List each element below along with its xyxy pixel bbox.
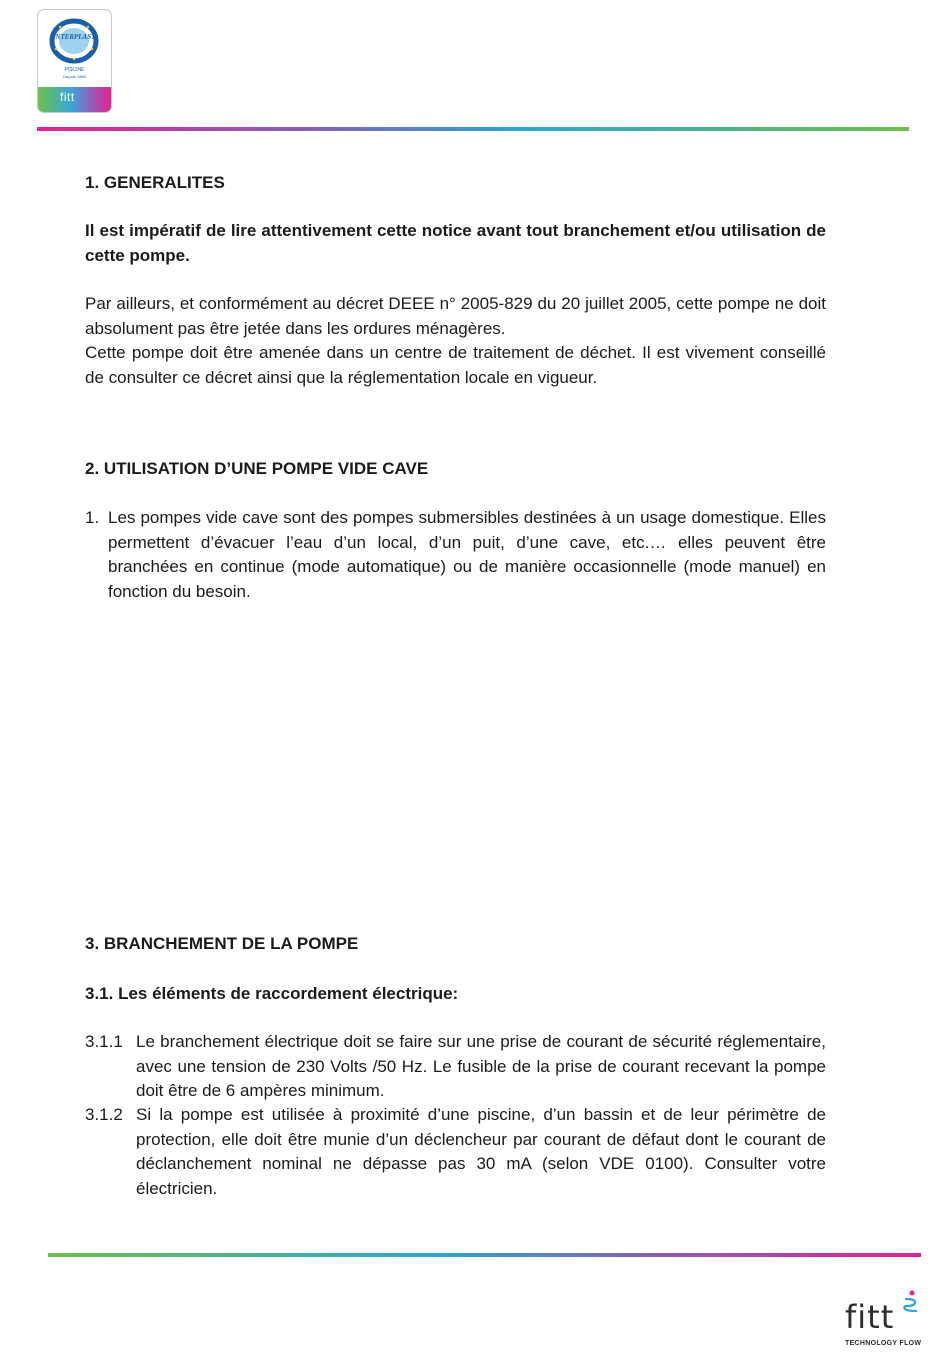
section-3-title: 3. BRANCHEMENT DE LA POMPE bbox=[85, 934, 359, 953]
logo-since-text: Depuis 1966 bbox=[63, 74, 86, 79]
footer-tagline: TECHNOLOGY FLOW bbox=[845, 1340, 922, 1347]
list-item-text: Le branchement électrique doit se faire sur une prise de courant de sécurité réglementaire, avec une tension de 230 Volts /50 Hz. Le fusible de la prise de courant recevant la pompe doit être de 6 ampères minimum. bbox=[136, 1032, 826, 1100]
interplast-logo bbox=[37, 9, 112, 113]
logo-color-band bbox=[38, 87, 111, 112]
fitt-footer-logo bbox=[845, 1290, 925, 1352]
logo-piscine-text: PISCINE bbox=[64, 67, 85, 73]
section-1-paragraph-2: Cette pompe doit être amenée dans un centre de traitement de déchet. Il est vivement conseillé de consulter ce décret ainsi que la réglementation locale en vigueur. bbox=[85, 343, 826, 387]
bottom-gradient-rule bbox=[48, 1253, 921, 1257]
section-3-subtitle: 3.1. Les éléments de raccordement électrique: bbox=[85, 984, 459, 1003]
top-gradient-rule bbox=[37, 127, 909, 131]
list-item-text: Si la pompe est utilisée à proximité d’une piscine, d’un bassin et de leur périmètre de protection, elle doit être munie d’un déclencheur par courant de défaut dont le courant de déclanchement nominal ne dépasse pas 30 mA (selon VDE 0100). Consulter votre électricien. bbox=[136, 1105, 826, 1198]
list-item bbox=[85, 1030, 826, 1104]
list-item-number: 3.1.2 bbox=[85, 1105, 123, 1124]
list-item-number: 1. bbox=[85, 508, 100, 527]
fitt-swirl-icon bbox=[903, 1290, 919, 1316]
list-item-number: 3.1.1 bbox=[85, 1032, 123, 1051]
section-1-title: 1. GENERALITES bbox=[85, 173, 225, 192]
footer-brand-text: fitt bbox=[845, 1298, 895, 1336]
logo-brand-text: INTERPLAST bbox=[52, 33, 96, 41]
interplast-emblem-icon bbox=[46, 17, 102, 67]
list-item bbox=[85, 1103, 826, 1201]
section-1-paragraph-1: Par ailleurs, et conformément au décret DEEE n° 2005-829 du 20 juillet 2005, cette pompe ne doit absolument pas être jetée dans les ordures ménagères. bbox=[85, 294, 826, 338]
logo-band-text: fitt bbox=[60, 90, 75, 104]
list-item-text: Les pompes vide cave sont des pompes submersibles destinées à un usage domestique. Elles permettent d’évacuer l’eau d’un local, d’un puit, d’une cave, etc.… elles peuvent être branchées en continue (mode automatique) ou de manière occasionnelle (mode manuel) en fonction du besoin. bbox=[108, 508, 826, 601]
section-2-title: 2. UTILISATION D’UNE POMPE VIDE CAVE bbox=[85, 459, 429, 478]
list-item bbox=[85, 506, 826, 604]
section-1-warning: Il est impératif de lire attentivement cette notice avant tout branchement et/ou utilisation de cette pompe. bbox=[85, 221, 826, 265]
